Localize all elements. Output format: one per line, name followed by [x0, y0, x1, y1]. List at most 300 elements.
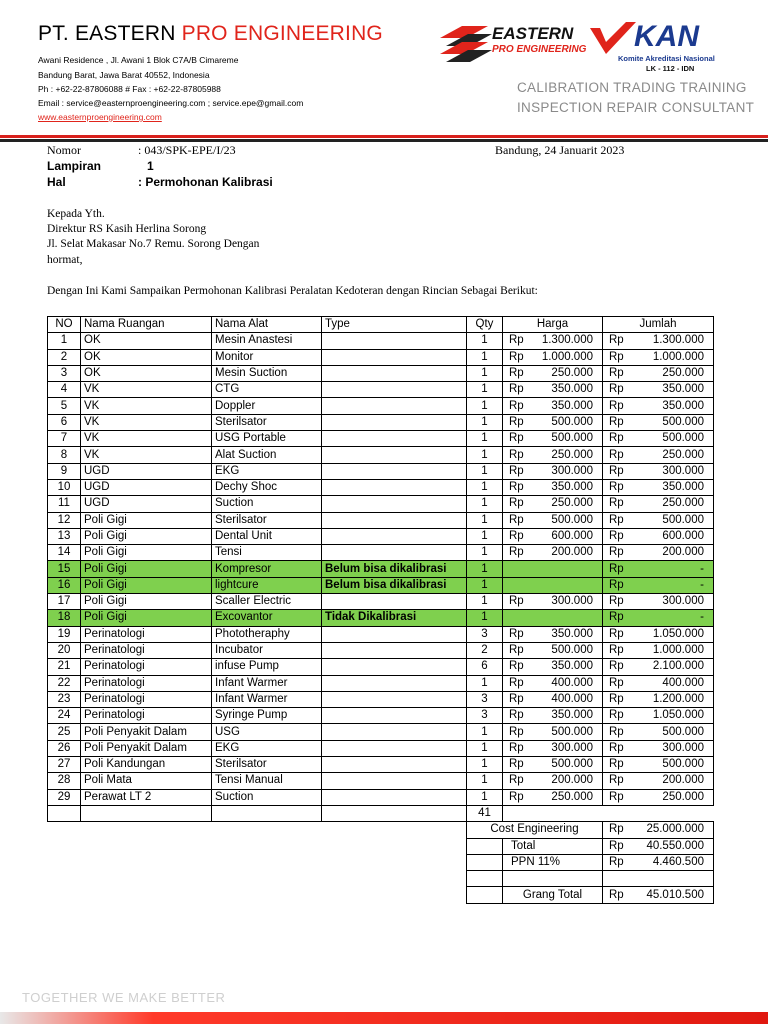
recipient-line-1: Kepada Yth.: [47, 208, 105, 220]
currency-label: Rp: [509, 367, 524, 380]
row-no: 11: [48, 496, 81, 512]
calibration-items-table: [47, 316, 714, 904]
currency-label: Rp: [509, 383, 524, 396]
row-jumlah: [603, 610, 714, 626]
row-harga-value: 350.000: [551, 383, 593, 396]
table-row: [48, 479, 714, 495]
row-harga: [503, 610, 603, 626]
grand-total-label: Grang Total: [503, 887, 603, 903]
row-alat: lightcure: [212, 577, 322, 593]
services-line-1: CALIBRATION TRADING TRAINING: [517, 80, 747, 95]
row-type: [322, 773, 467, 789]
row-type: [322, 789, 467, 805]
currency-label: Rp: [609, 741, 624, 754]
row-jumlah-value: 500.000: [662, 432, 704, 445]
row-jumlah: [603, 757, 714, 773]
currency-label: Rp: [609, 334, 624, 347]
currency-label: Rp: [609, 399, 624, 412]
row-qty: 1: [467, 333, 503, 349]
address-line-1: Awani Residence , Jl. Awani 1 Blok C7A/B Cimareme: [38, 55, 239, 65]
row-no: 5: [48, 398, 81, 414]
row-alat: Dechy Shoc: [212, 479, 322, 495]
currency-label: Rp: [609, 497, 624, 510]
row-jumlah: [603, 577, 714, 593]
currency-label: Rp: [609, 692, 624, 705]
row-alat: USG Portable: [212, 431, 322, 447]
row-jumlah: [603, 545, 714, 561]
currency-label: Rp: [509, 644, 524, 657]
row-harga-value: 1.000.000: [541, 350, 593, 363]
row-jumlah: [603, 463, 714, 479]
row-alat: Doppler: [212, 398, 322, 414]
currency-label: Rp: [609, 774, 624, 787]
row-ruangan: UGD: [81, 463, 212, 479]
row-jumlah-value: 250.000: [662, 367, 704, 380]
table-row: [48, 675, 714, 691]
row-jumlah: [603, 496, 714, 512]
row-ruangan: Perinatologi: [81, 626, 212, 642]
currency-label: Rp: [509, 741, 524, 754]
row-harga: [503, 365, 603, 381]
row-qty: 1: [467, 414, 503, 430]
table-row: [48, 659, 714, 675]
total-row: [48, 838, 714, 854]
currency-label: Rp: [609, 839, 624, 852]
row-qty: 1: [467, 789, 503, 805]
row-jumlah: [603, 740, 714, 756]
row-alat: EKG: [212, 463, 322, 479]
row-jumlah: [603, 382, 714, 398]
row-jumlah: [603, 675, 714, 691]
total-value: 40.550.000: [646, 839, 704, 852]
row-alat: EKG: [212, 740, 322, 756]
currency-label: Rp: [609, 611, 624, 624]
row-no: 1: [48, 333, 81, 349]
currency-label: Rp: [509, 627, 524, 640]
row-harga-value: 300.000: [551, 464, 593, 477]
currency-label: Rp: [609, 513, 624, 526]
currency-label: Rp: [609, 367, 624, 380]
currency-label: Rp: [509, 448, 524, 461]
row-ruangan: Poli Gigi: [81, 561, 212, 577]
total-qty: 41: [467, 805, 503, 821]
email-line: Email : service@easternproengineering.com ; service.epe@gmail.com: [38, 98, 304, 108]
row-harga: [503, 545, 603, 561]
footer-tagline: TOGETHER WE MAKE BETTER: [22, 990, 226, 1005]
row-no: 9: [48, 463, 81, 479]
row-harga-value: 350.000: [551, 627, 593, 640]
row-qty: 1: [467, 398, 503, 414]
table-row: [48, 431, 714, 447]
row-jumlah-value: 500.000: [662, 513, 704, 526]
row-alat: Excovantor: [212, 610, 322, 626]
row-alat: Syringe Pump: [212, 708, 322, 724]
kan-subtitle: Komite Akreditasi Nasional: [618, 54, 715, 63]
currency-label: Rp: [609, 790, 624, 803]
row-ruangan: Poli Penyakit Dalam: [81, 724, 212, 740]
table-row: [48, 594, 714, 610]
row-qty: 1: [467, 528, 503, 544]
currency-label: Rp: [609, 855, 624, 868]
row-harga: [503, 659, 603, 675]
row-jumlah-value: 350.000: [662, 383, 704, 396]
row-harga: [503, 642, 603, 658]
row-no: 20: [48, 642, 81, 658]
row-ruangan: Poli Penyakit Dalam: [81, 740, 212, 756]
currency-label: Rp: [609, 644, 624, 657]
row-jumlah: [603, 789, 714, 805]
row-jumlah-value: 2.100.000: [652, 660, 704, 673]
row-harga: [503, 382, 603, 398]
row-no: 17: [48, 594, 81, 610]
row-alat: Mesin Suction: [212, 365, 322, 381]
col-header-alat: Nama Alat: [212, 317, 322, 333]
currency-label: Rp: [509, 464, 524, 477]
row-alat: infuse Pump: [212, 659, 322, 675]
row-ruangan: VK: [81, 398, 212, 414]
table-row: [48, 528, 714, 544]
table-row: [48, 577, 714, 593]
row-type: [322, 349, 467, 365]
ppn-amount: [603, 854, 714, 870]
hal-label: Hal: [47, 175, 66, 189]
row-jumlah: [603, 708, 714, 724]
row-jumlah: [603, 724, 714, 740]
row-jumlah-value: 1.200.000: [652, 692, 704, 705]
row-qty: 1: [467, 349, 503, 365]
row-jumlah-value: -: [700, 578, 704, 591]
row-qty: 2: [467, 642, 503, 658]
row-ruangan: OK: [81, 349, 212, 365]
row-qty: 1: [467, 479, 503, 495]
row-type: Belum bisa dikalibrasi: [322, 561, 467, 577]
row-type: [322, 545, 467, 561]
row-jumlah-value: 250.000: [662, 497, 704, 510]
company-name-suffix: PRO ENGINEERING: [181, 22, 383, 45]
row-alat: Alat Suction: [212, 447, 322, 463]
currency-label: Rp: [609, 415, 624, 428]
row-jumlah-value: 1.000.000: [652, 350, 704, 363]
row-no: 27: [48, 757, 81, 773]
currency-label: Rp: [609, 464, 624, 477]
currency-label: Rp: [609, 481, 624, 494]
table-row: [48, 512, 714, 528]
currency-label: Rp: [609, 562, 624, 575]
recipient-line-4: hormat,: [47, 254, 83, 266]
table-header-row: [48, 317, 714, 333]
currency-label: Rp: [609, 758, 624, 771]
table-row: [48, 382, 714, 398]
row-type: [322, 431, 467, 447]
row-alat: Suction: [212, 789, 322, 805]
row-no: 14: [48, 545, 81, 561]
row-harga: [503, 626, 603, 642]
row-no: 12: [48, 512, 81, 528]
row-type: [322, 528, 467, 544]
currency-label: Rp: [509, 399, 524, 412]
row-alat: Suction: [212, 496, 322, 512]
row-type: [322, 398, 467, 414]
row-type: Tidak Dikalibrasi: [322, 610, 467, 626]
intro-paragraph: Dengan Ini Kami Sampaikan Permohonan Kalibrasi Peralatan Kedoteran dengan Rincian Sebagai Berikut:: [47, 285, 538, 297]
row-jumlah-value: 250.000: [662, 790, 704, 803]
row-jumlah-value: 1.050.000: [652, 627, 704, 640]
currency-label: Rp: [509, 676, 524, 689]
row-jumlah: [603, 642, 714, 658]
row-type: [322, 479, 467, 495]
place-date: Bandung, 24 Januarit 2023: [495, 143, 625, 157]
row-harga: [503, 479, 603, 495]
row-qty: 3: [467, 691, 503, 707]
row-ruangan: OK: [81, 333, 212, 349]
row-no: 8: [48, 447, 81, 463]
table-row: [48, 414, 714, 430]
row-alat: Kompresor: [212, 561, 322, 577]
col-header-jumlah: Jumlah: [603, 317, 714, 333]
row-harga-value: 350.000: [551, 399, 593, 412]
currency-label: Rp: [509, 758, 524, 771]
row-qty: 1: [467, 382, 503, 398]
row-jumlah: [603, 691, 714, 707]
row-type: [322, 691, 467, 707]
row-jumlah: [603, 479, 714, 495]
row-qty: 1: [467, 463, 503, 479]
row-harga: [503, 431, 603, 447]
company-name: [38, 22, 383, 46]
nomor-value: : 043/SPK-EPE/I/23: [138, 143, 236, 157]
row-alat: Sterilsator: [212, 512, 322, 528]
table-summary: [48, 805, 714, 903]
row-qty: 3: [467, 626, 503, 642]
row-ruangan: Perinatologi: [81, 708, 212, 724]
row-no: 6: [48, 414, 81, 430]
row-no: 28: [48, 773, 81, 789]
row-harga-value: 600.000: [551, 530, 593, 542]
table-row: [48, 740, 714, 756]
row-type: [322, 463, 467, 479]
row-harga: [503, 496, 603, 512]
cost-engineering-row: [48, 822, 714, 838]
currency-label: Rp: [509, 334, 524, 347]
col-header-no: NO: [48, 317, 81, 333]
row-harga: [503, 708, 603, 724]
row-harga: [503, 561, 603, 577]
row-type: [322, 414, 467, 430]
row-harga-value: 300.000: [551, 741, 593, 754]
table-row: [48, 789, 714, 805]
col-header-ruangan: Nama Ruangan: [81, 317, 212, 333]
table-body: [48, 333, 714, 806]
col-header-harga: Harga: [503, 317, 603, 333]
row-jumlah-value: 350.000: [662, 481, 704, 494]
row-harga-value: 400.000: [551, 692, 593, 705]
table-row: [48, 642, 714, 658]
row-jumlah: [603, 528, 714, 544]
row-jumlah-value: 200.000: [662, 774, 704, 787]
row-qty: 1: [467, 545, 503, 561]
row-jumlah-value: 1.000.000: [652, 644, 704, 657]
row-ruangan: Poli Gigi: [81, 610, 212, 626]
row-ruangan: UGD: [81, 479, 212, 495]
row-jumlah: [603, 594, 714, 610]
row-harga: [503, 349, 603, 365]
row-alat: Incubator: [212, 642, 322, 658]
row-harga-value: 200.000: [551, 774, 593, 787]
row-jumlah: [603, 398, 714, 414]
row-harga-value: 350.000: [551, 709, 593, 722]
row-qty: 1: [467, 577, 503, 593]
currency-label: Rp: [509, 513, 524, 526]
row-harga: [503, 528, 603, 544]
company-logo: [440, 20, 740, 75]
row-harga: [503, 675, 603, 691]
row-jumlah: [603, 659, 714, 675]
row-qty: 1: [467, 365, 503, 381]
row-ruangan: Perinatologi: [81, 675, 212, 691]
row-qty: 1: [467, 757, 503, 773]
currency-label: Rp: [609, 432, 624, 445]
row-ruangan: Poli Gigi: [81, 512, 212, 528]
grand-total-amount: [603, 887, 714, 903]
grand-total-row: [48, 887, 714, 903]
row-alat: CTG: [212, 382, 322, 398]
table-row: [48, 349, 714, 365]
row-no: 7: [48, 431, 81, 447]
row-alat: Sterilsator: [212, 757, 322, 773]
row-jumlah-value: 400.000: [662, 676, 704, 689]
qty-total-row: [48, 805, 714, 821]
row-type: [322, 757, 467, 773]
row-no: 22: [48, 675, 81, 691]
col-header-qty: Qty: [467, 317, 503, 333]
row-jumlah: [603, 365, 714, 381]
row-jumlah-value: -: [700, 562, 704, 575]
row-harga: [503, 594, 603, 610]
website-link[interactable]: www.easternproengineering.com: [38, 112, 162, 122]
row-harga: [503, 333, 603, 349]
table-row: [48, 561, 714, 577]
currency-label: Rp: [509, 774, 524, 787]
row-no: 23: [48, 691, 81, 707]
logo-pro-engineering-text: PRO ENGINEERING: [492, 44, 587, 55]
row-ruangan: VK: [81, 431, 212, 447]
row-jumlah: [603, 447, 714, 463]
row-harga: [503, 414, 603, 430]
footer-bar: [0, 1012, 768, 1024]
kan-code: LK - 112 - IDN: [646, 64, 695, 73]
row-no: 24: [48, 708, 81, 724]
row-harga-value: 500.000: [551, 725, 593, 738]
row-qty: 1: [467, 740, 503, 756]
row-harga-value: 500.000: [551, 644, 593, 657]
row-jumlah-value: 300.000: [662, 741, 704, 754]
row-harga: [503, 398, 603, 414]
row-type: [322, 740, 467, 756]
row-qty: 1: [467, 561, 503, 577]
currency-label: Rp: [609, 725, 624, 738]
row-harga-value: 250.000: [551, 497, 593, 510]
row-qty: 1: [467, 773, 503, 789]
row-no: 4: [48, 382, 81, 398]
currency-label: Rp: [609, 676, 624, 689]
table-row: [48, 773, 714, 789]
lampiran-label: Lampiran: [47, 159, 102, 173]
row-ruangan: Poli Mata: [81, 773, 212, 789]
row-ruangan: VK: [81, 382, 212, 398]
row-type: [322, 382, 467, 398]
row-no: 21: [48, 659, 81, 675]
row-jumlah-value: 1.300.000: [652, 334, 704, 347]
row-harga: [503, 773, 603, 789]
currency-label: Rp: [609, 888, 624, 901]
row-alat: Infant Warmer: [212, 691, 322, 707]
row-jumlah-value: 500.000: [662, 725, 704, 738]
row-qty: 3: [467, 708, 503, 724]
row-type: [322, 512, 467, 528]
recipient-line-3: Jl. Selat Makasar No.7 Remu. Sorong Dengan: [47, 238, 260, 250]
row-ruangan: OK: [81, 365, 212, 381]
currency-label: Rp: [509, 497, 524, 510]
row-alat: Infant Warmer: [212, 675, 322, 691]
row-jumlah: [603, 414, 714, 430]
row-jumlah: [603, 431, 714, 447]
row-no: 2: [48, 349, 81, 365]
row-ruangan: VK: [81, 447, 212, 463]
row-type: [322, 594, 467, 610]
row-harga: [503, 512, 603, 528]
currency-label: Rp: [509, 530, 524, 542]
row-harga-value: 250.000: [551, 367, 593, 380]
row-jumlah: [603, 561, 714, 577]
currency-label: Rp: [509, 725, 524, 738]
row-alat: Scaller Electric: [212, 594, 322, 610]
row-type: [322, 724, 467, 740]
row-harga-value: 500.000: [551, 432, 593, 445]
cost-engineering-label: Cost Engineering: [467, 822, 603, 838]
table-row: [48, 626, 714, 642]
table-row: [48, 365, 714, 381]
row-type: [322, 333, 467, 349]
table-row: [48, 724, 714, 740]
cost-engineering-amount: [603, 822, 714, 838]
table-row: [48, 708, 714, 724]
row-type: [322, 642, 467, 658]
currency-label: Rp: [609, 448, 624, 461]
row-alat: USG: [212, 724, 322, 740]
ppn-label: PPN 11%: [503, 854, 603, 870]
row-qty: 1: [467, 724, 503, 740]
row-harga: [503, 724, 603, 740]
row-jumlah: [603, 773, 714, 789]
row-harga: [503, 789, 603, 805]
row-type: [322, 447, 467, 463]
row-type: [322, 365, 467, 381]
row-harga: [503, 463, 603, 479]
currency-label: Rp: [509, 790, 524, 803]
total-amount: [603, 838, 714, 854]
table-row: [48, 496, 714, 512]
address-line-2: Bandung Barat, Jawa Barat 40552, Indonesia: [38, 70, 210, 80]
spacer-row: [48, 871, 714, 887]
currency-label: Rp: [509, 595, 524, 608]
row-qty: 1: [467, 496, 503, 512]
row-harga-value: 250.000: [551, 448, 593, 461]
table-row: [48, 333, 714, 349]
row-jumlah-value: 500.000: [662, 758, 704, 771]
currency-label: Rp: [609, 595, 624, 608]
row-harga-value: 350.000: [551, 481, 593, 494]
currency-label: Rp: [509, 350, 524, 363]
